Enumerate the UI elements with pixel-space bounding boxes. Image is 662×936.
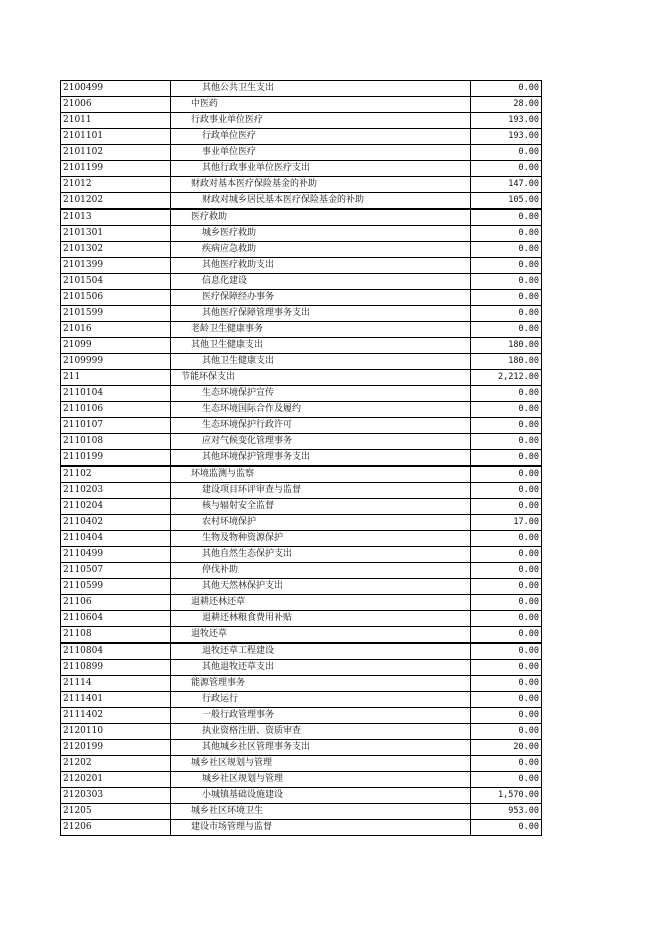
row-name-cell: 建设项目环评审查与监督	[171, 483, 471, 499]
row-amount-cell: 193.00	[471, 113, 542, 129]
row-amount-cell: 0.00	[471, 418, 542, 434]
row-name-cell: 医疗保障经办事务	[171, 290, 471, 306]
row-name-cell: 能源管理事务	[171, 676, 471, 692]
row-code-cell: 2101599	[61, 306, 171, 322]
table-row	[61, 804, 542, 820]
row-amount-cell: 0.00	[471, 820, 542, 836]
table-row	[61, 306, 542, 322]
row-code-cell: 2110402	[61, 515, 171, 531]
table-row	[61, 322, 542, 338]
row-amount-cell: 0.00	[471, 595, 542, 611]
row-code-cell: 21099	[61, 338, 171, 354]
row-amount-cell: 953.00	[471, 804, 542, 820]
row-amount-cell: 0.00	[471, 756, 542, 772]
row-code-cell: 2101102	[61, 145, 171, 161]
row-amount-cell: 0.00	[471, 708, 542, 724]
table-row	[61, 772, 542, 788]
table-row	[61, 531, 542, 547]
row-amount-cell: 0.00	[471, 772, 542, 788]
row-code-cell: 2101301	[61, 226, 171, 242]
row-name-cell: 停伐补助	[171, 563, 471, 579]
row-code-cell: 2110199	[61, 450, 171, 467]
row-code-cell: 2110507	[61, 563, 171, 579]
row-name-cell: 生态环境保护行政许可	[171, 418, 471, 434]
row-amount-cell: 0.00	[471, 386, 542, 402]
table-row	[61, 547, 542, 563]
row-code-cell: 21114	[61, 676, 171, 692]
row-name-cell: 疾病应急救助	[171, 242, 471, 258]
row-amount-cell: 193.00	[471, 129, 542, 145]
budget-table	[60, 80, 542, 836]
table-row	[61, 370, 542, 386]
row-code-cell: 2110499	[61, 547, 171, 563]
table-row	[61, 338, 542, 354]
table-row	[61, 756, 542, 772]
row-amount-cell: 0.00	[471, 290, 542, 306]
row-code-cell: 2101101	[61, 129, 171, 145]
row-amount-cell: 2,212.00	[471, 370, 542, 386]
row-amount-cell: 147.00	[471, 177, 542, 193]
row-amount-cell: 0.00	[471, 724, 542, 740]
table-row	[61, 788, 542, 804]
row-amount-cell: 0.00	[471, 450, 542, 467]
budget-table-body	[61, 81, 542, 836]
row-name-cell: 核与辐射安全监督	[171, 499, 471, 515]
row-name-cell: 退耕还林还草	[171, 595, 471, 611]
row-name-cell: 信息化建设	[171, 274, 471, 290]
table-row	[61, 129, 542, 145]
table-row	[61, 418, 542, 434]
row-amount-cell: 0.00	[471, 322, 542, 338]
table-row	[61, 740, 542, 756]
row-name-cell: 生态环境国际合作及履约	[171, 402, 471, 418]
row-amount-cell: 180.00	[471, 338, 542, 354]
row-code-cell: 21205	[61, 804, 171, 820]
table-row	[61, 611, 542, 627]
row-amount-cell: 0.00	[471, 161, 542, 177]
table-row	[61, 145, 542, 161]
row-code-cell: 2110804	[61, 643, 171, 660]
row-name-cell: 应对气候变化管理事务	[171, 434, 471, 450]
table-row	[61, 692, 542, 708]
row-amount-cell: 105.00	[471, 193, 542, 210]
row-code-cell: 2120303	[61, 788, 171, 804]
row-code-cell: 2100499	[61, 81, 171, 97]
row-name-cell: 执业资格注册、资质审查	[171, 724, 471, 740]
row-name-cell: 退牧还草	[171, 627, 471, 644]
row-amount-cell: 20.00	[471, 740, 542, 756]
row-name-cell: 其他卫生健康支出	[171, 354, 471, 370]
row-name-cell: 其他退牧还草支出	[171, 660, 471, 676]
table-row	[61, 209, 542, 226]
row-code-cell: 2110404	[61, 531, 171, 547]
row-name-cell: 城乡医疗救助	[171, 226, 471, 242]
row-amount-cell: 0.00	[471, 402, 542, 418]
table-row	[61, 724, 542, 740]
row-code-cell: 2101302	[61, 242, 171, 258]
row-code-cell: 2101199	[61, 161, 171, 177]
row-name-cell: 其他天然林保护支出	[171, 579, 471, 595]
table-row	[61, 820, 542, 836]
row-name-cell: 生态环境保护宣传	[171, 386, 471, 402]
row-name-cell: 其他卫生健康支出	[171, 338, 471, 354]
row-amount-cell: 17.00	[471, 515, 542, 531]
table-row	[61, 595, 542, 611]
row-amount-cell: 0.00	[471, 306, 542, 322]
table-row	[61, 81, 542, 97]
row-amount-cell: 0.00	[471, 466, 542, 483]
row-code-cell: 21108	[61, 627, 171, 644]
table-row	[61, 515, 542, 531]
row-code-cell: 211	[61, 370, 171, 386]
row-name-cell: 建设市场管理与监督	[171, 820, 471, 836]
row-amount-cell: 0.00	[471, 563, 542, 579]
table-row	[61, 483, 542, 499]
row-code-cell: 21006	[61, 97, 171, 113]
row-name-cell: 行政单位医疗	[171, 129, 471, 145]
row-code-cell: 21106	[61, 595, 171, 611]
row-code-cell: 21013	[61, 209, 171, 226]
table-row	[61, 676, 542, 692]
row-code-cell: 2110599	[61, 579, 171, 595]
row-name-cell: 城乡社区规划与管理	[171, 772, 471, 788]
row-amount-cell: 0.00	[471, 258, 542, 274]
row-name-cell: 小城镇基础设施建设	[171, 788, 471, 804]
row-amount-cell: 0.00	[471, 579, 542, 595]
row-amount-cell: 0.00	[471, 209, 542, 226]
table-row	[61, 226, 542, 242]
row-amount-cell: 0.00	[471, 226, 542, 242]
row-name-cell: 行政事业单位医疗	[171, 113, 471, 129]
table-row	[61, 242, 542, 258]
row-amount-cell: 0.00	[471, 547, 542, 563]
row-name-cell: 财政对城乡居民基本医疗保险基金的补助	[171, 193, 471, 210]
row-amount-cell: 0.00	[471, 499, 542, 515]
table-row	[61, 434, 542, 450]
row-code-cell: 2110204	[61, 499, 171, 515]
table-row	[61, 274, 542, 290]
row-amount-cell: 0.00	[471, 611, 542, 627]
row-amount-cell: 0.00	[471, 81, 542, 97]
row-name-cell: 城乡社区环境卫生	[171, 804, 471, 820]
row-name-cell: 其他自然生态保护支出	[171, 547, 471, 563]
table-row	[61, 643, 542, 660]
row-code-cell: 21102	[61, 466, 171, 483]
row-name-cell: 环境监测与监察	[171, 466, 471, 483]
table-row	[61, 193, 542, 210]
row-code-cell: 2110104	[61, 386, 171, 402]
table-row	[61, 466, 542, 483]
row-code-cell: 2110106	[61, 402, 171, 418]
table-row	[61, 499, 542, 515]
row-code-cell: 2120201	[61, 772, 171, 788]
row-name-cell: 其他行政事业单位医疗支出	[171, 161, 471, 177]
row-name-cell: 事业单位医疗	[171, 145, 471, 161]
row-amount-cell: 28.00	[471, 97, 542, 113]
table-row	[61, 450, 542, 467]
row-code-cell: 2101504	[61, 274, 171, 290]
row-amount-cell: 0.00	[471, 676, 542, 692]
row-amount-cell: 0.00	[471, 242, 542, 258]
row-code-cell: 2111401	[61, 692, 171, 708]
row-name-cell: 节能环保支出	[171, 370, 471, 386]
row-name-cell: 一般行政管理事务	[171, 708, 471, 724]
table-row	[61, 386, 542, 402]
table-row	[61, 97, 542, 113]
row-name-cell: 退耕还林粮食费用补贴	[171, 611, 471, 627]
row-code-cell: 21016	[61, 322, 171, 338]
table-row	[61, 627, 542, 644]
row-code-cell: 2120199	[61, 740, 171, 756]
row-name-cell: 农村环境保护	[171, 515, 471, 531]
row-code-cell: 21206	[61, 820, 171, 836]
row-code-cell: 2101506	[61, 290, 171, 306]
row-code-cell: 2109999	[61, 354, 171, 370]
table-row	[61, 402, 542, 418]
table-row	[61, 660, 542, 676]
row-code-cell: 2110899	[61, 660, 171, 676]
table-row	[61, 354, 542, 370]
row-name-cell: 医疗救助	[171, 209, 471, 226]
row-code-cell: 21012	[61, 177, 171, 193]
row-amount-cell: 0.00	[471, 145, 542, 161]
row-amount-cell: 180.00	[471, 354, 542, 370]
row-code-cell: 2110107	[61, 418, 171, 434]
table-row	[61, 177, 542, 193]
row-name-cell: 其他城乡社区管理事务支出	[171, 740, 471, 756]
row-amount-cell: 0.00	[471, 660, 542, 676]
row-name-cell: 中医药	[171, 97, 471, 113]
table-row	[61, 708, 542, 724]
row-name-cell: 生物及物种资源保护	[171, 531, 471, 547]
row-amount-cell: 0.00	[471, 483, 542, 499]
row-name-cell: 其他医疗救助支出	[171, 258, 471, 274]
row-amount-cell: 0.00	[471, 434, 542, 450]
table-row	[61, 161, 542, 177]
row-name-cell: 其他公共卫生支出	[171, 81, 471, 97]
row-amount-cell: 1,570.00	[471, 788, 542, 804]
budget-table-sheet	[60, 80, 541, 836]
row-name-cell: 城乡社区规划与管理	[171, 756, 471, 772]
row-amount-cell: 0.00	[471, 643, 542, 660]
row-code-cell: 2101202	[61, 193, 171, 210]
row-code-cell: 2110108	[61, 434, 171, 450]
row-name-cell: 财政对基本医疗保险基金的补助	[171, 177, 471, 193]
row-code-cell: 2101399	[61, 258, 171, 274]
table-row	[61, 258, 542, 274]
row-code-cell: 2110604	[61, 611, 171, 627]
row-amount-cell: 0.00	[471, 627, 542, 644]
table-row	[61, 290, 542, 306]
table-row	[61, 113, 542, 129]
row-name-cell: 行政运行	[171, 692, 471, 708]
row-name-cell: 老龄卫生健康事务	[171, 322, 471, 338]
row-amount-cell: 0.00	[471, 531, 542, 547]
row-code-cell: 2111402	[61, 708, 171, 724]
table-row	[61, 579, 542, 595]
row-code-cell: 21202	[61, 756, 171, 772]
row-code-cell: 2110203	[61, 483, 171, 499]
row-name-cell: 其他环境保护管理事务支出	[171, 450, 471, 467]
row-code-cell: 21011	[61, 113, 171, 129]
row-amount-cell: 0.00	[471, 692, 542, 708]
row-name-cell: 其他医疗保障管理事务支出	[171, 306, 471, 322]
row-amount-cell: 0.00	[471, 274, 542, 290]
row-code-cell: 2120110	[61, 724, 171, 740]
table-row	[61, 563, 542, 579]
row-name-cell: 退牧还草工程建设	[171, 643, 471, 660]
